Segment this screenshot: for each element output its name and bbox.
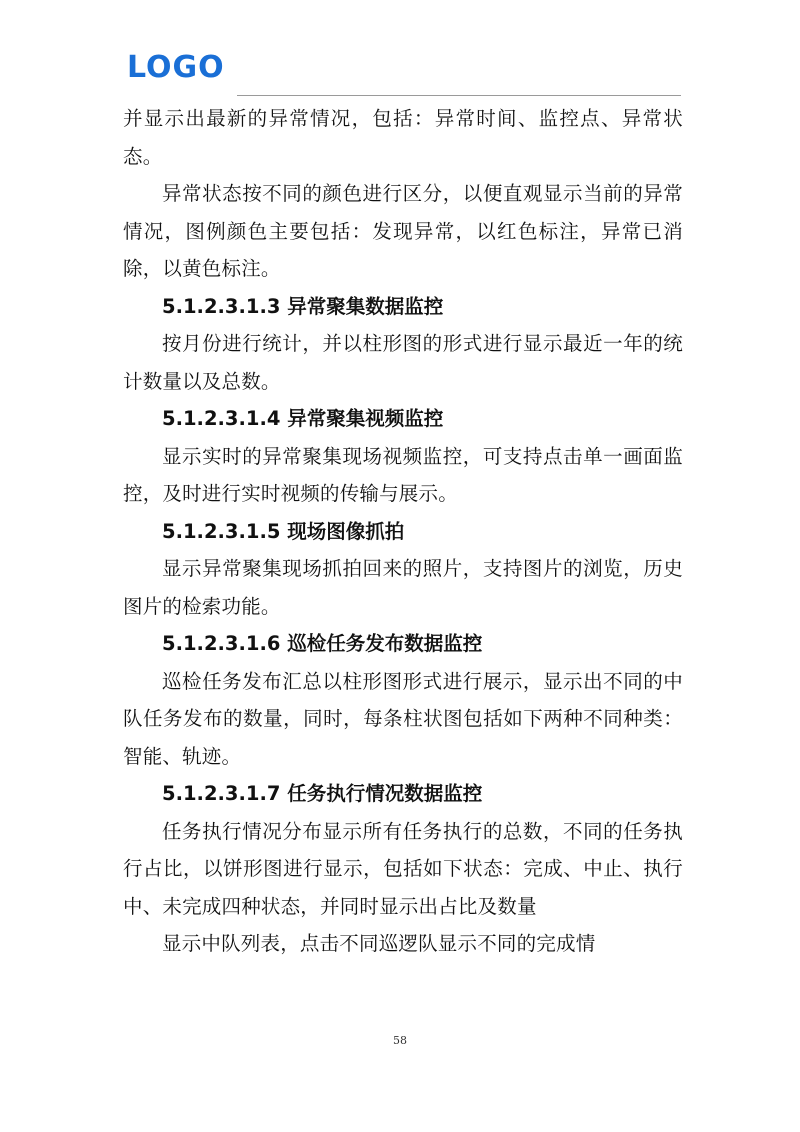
- section-heading: 5.1.2.3.1.3 异常聚集数据监控: [162, 294, 444, 318]
- paragraph: 显示异常聚集现场抓拍回来的照片，支持图片的浏览，历史图片的检索功能。: [123, 557, 683, 618]
- page-number: 58: [393, 1034, 407, 1047]
- paragraph: 任务执行情况分布显示所有任务执行的总数，不同的任务执行占比，以饼形图进行显示，包括如下状态：完成、中止、执行中、未完成四种状态，并同时显示出占比及数量: [123, 819, 683, 918]
- section-heading: 5.1.2.3.1.7 任务执行情况数据监控: [162, 782, 483, 805]
- logo: LOGO: [127, 50, 225, 85]
- section-heading: 5.1.2.3.1.6 巡检任务发布数据监控: [162, 632, 483, 655]
- paragraph: 显示中队列表，点击不同巡逻队显示不同的完成情: [162, 932, 596, 955]
- paragraph: 巡检任务发布汇总以柱形图形式进行展示，显示出不同的中队任务发布的数量，同时，每条柱状图包括如下两种不同种类：智能、轨迹。: [123, 669, 683, 768]
- paragraph: 异常状态按不同的颜色进行区分，以便直观显示当前的异常情况，图例颜色主要包括：发现异常，以红色标注，异常已消除，以黄色标注。: [123, 182, 683, 280]
- document-body: [123, 100, 683, 963]
- section-heading: 5.1.2.3.1.5 现场图像抓拍: [162, 519, 405, 543]
- header-divider: [237, 95, 681, 96]
- paragraph: 显示实时的异常聚集现场视频监控，可支持点击单一画面监控，及时进行实时视频的传输与展示。: [123, 444, 683, 505]
- paragraph: 按月份进行统计，并以柱形图的形式进行显示最近一年的统计数量以及总数。: [123, 332, 683, 393]
- paragraph: 并显示出最新的异常情况，包括：异常时间、监控点、异常状态。: [123, 107, 683, 168]
- section-heading: 5.1.2.3.1.4 异常聚集视频监控: [162, 407, 444, 430]
